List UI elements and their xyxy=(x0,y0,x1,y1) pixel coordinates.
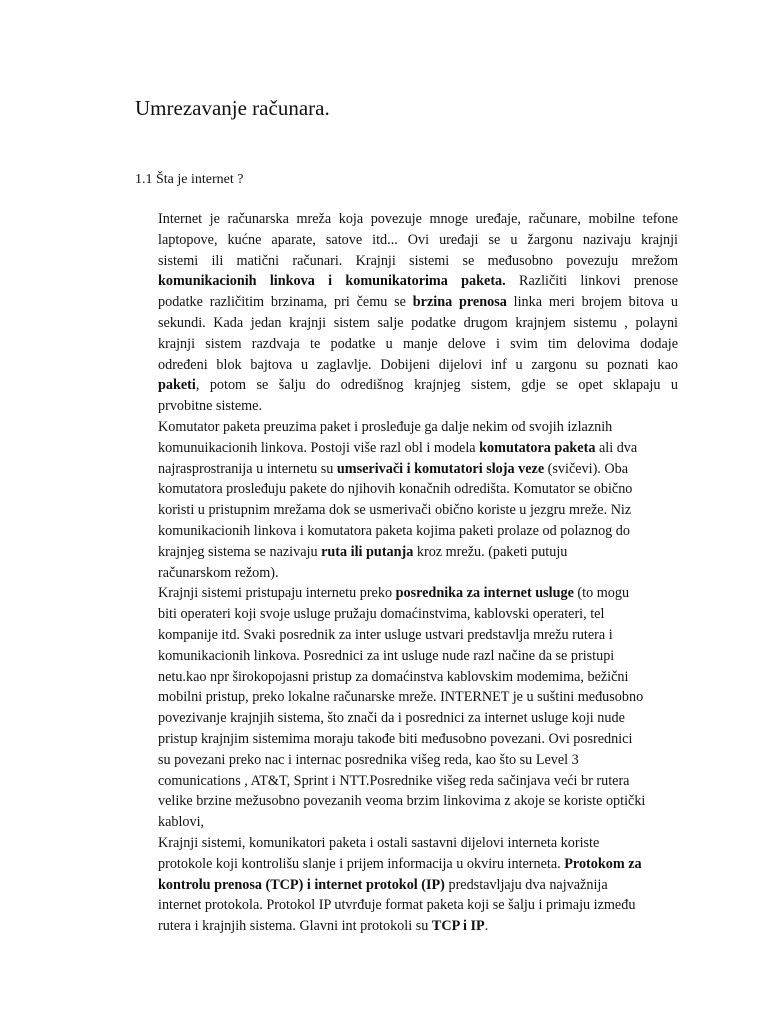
text-run: kroz mrežu. (paketi putuju xyxy=(413,543,568,560)
text-run: sekundi. Kada jedan krajnji sistem salje podatke drugom krajnjem sistemu , polayni xyxy=(158,314,678,331)
body-line xyxy=(158,417,678,438)
text-run: računarskom režom). xyxy=(158,564,279,581)
bold-term: komutatora paketa xyxy=(479,439,596,456)
body-line xyxy=(158,729,678,750)
body-line xyxy=(158,521,678,542)
text-run: (svičevi). Oba xyxy=(544,460,629,477)
body-line xyxy=(158,687,678,708)
text-run: , potom se šalju do odredišnog krajnjeg sistem, gdje se opet sklapaju u xyxy=(195,377,678,394)
text-run: su povezani preko nac i internac posrednika višeg reda, kao što su Level 3 xyxy=(158,751,579,768)
body-line xyxy=(158,646,678,667)
text-run: određeni blok bajtova u zaglavlje. Dobijeni dijelovi inf u zargonu su poznati kao xyxy=(158,356,678,373)
text-run: Krajnji sistemi pristupaju internetu preko xyxy=(158,585,396,602)
text-run: predstavljaju dva najvažnija xyxy=(444,876,608,893)
body-line xyxy=(158,438,678,459)
text-run: sistemi ili matični računari. Krajnji sistemi se međusobno povezuju mrežom xyxy=(158,252,678,269)
bold-term: paketi xyxy=(158,377,196,394)
body-line xyxy=(158,895,678,916)
body-line xyxy=(158,916,678,937)
text-run: komunuikacionih linkova. Postoji više razl obl i modela xyxy=(158,439,480,456)
text-run: Različiti linkovi prenose xyxy=(505,273,679,290)
document-title: Umrezavanje računara. xyxy=(135,96,330,120)
body-line xyxy=(158,875,678,896)
body-line xyxy=(158,459,678,480)
bold-term: brzina prenosa xyxy=(412,294,507,311)
text-run: velike brzine mežusobno povezanih veoma brzim linkovima z akoje se koriste optički xyxy=(158,793,646,810)
body-line xyxy=(158,625,678,646)
body-line xyxy=(158,500,678,521)
text-run: komutatora prosleđuju pakete do njihovih konačnih odredišta. Komutator se obično xyxy=(158,481,633,498)
text-run: podatke različitim brzinama, pri čemu se xyxy=(158,294,413,311)
text-run: ali dva xyxy=(595,439,638,456)
body-line xyxy=(158,791,678,812)
body-line xyxy=(158,604,678,625)
bold-term: kontrolu prenosa (TCP) i internet protokol (IP) xyxy=(158,876,445,893)
text-run: comunications , AT&T, Sprint i NTT.Posrednike višeg reda sačinjava veći br rutera xyxy=(158,772,630,789)
body-line xyxy=(158,479,678,500)
bold-term: umserivači i komutatori sloja veze xyxy=(336,460,545,477)
body-line xyxy=(158,292,678,313)
body-text xyxy=(158,209,678,937)
text-run: prvobitne sisteme. xyxy=(158,398,263,415)
body-line xyxy=(158,375,678,396)
text-run: povezivanje krajnjih sistema, što znači da i posrednici za internet usluge koji nude xyxy=(158,710,625,727)
text-run: komunikacionih linkova. Posrednici za int usluge nude razl načine da se pristupi xyxy=(158,647,615,664)
body-line xyxy=(158,708,678,729)
body-line xyxy=(158,667,678,688)
body-line xyxy=(158,251,678,272)
text-run: laptopove, kućne aparate, satove itd... Ovi uređaji se u žargonu nazivaju krajnji xyxy=(158,231,678,248)
text-run: biti operateri koji svoje usluge pružaju domaćinstvima, kablovski operateri, tel xyxy=(158,606,605,623)
text-run: pristup krajnjim sistemima moraju takođe biti međusobno povezani. Ovi posrednici xyxy=(158,730,633,747)
body-line xyxy=(158,334,678,355)
body-line xyxy=(158,583,678,604)
text-run: mobilni pristup, preko lokalne računarske mreže. INTERNET je u suštini međusobno xyxy=(158,689,644,706)
text-run: kompanije itd. Svaki posrednik za inter usluge ustvari predstavlja mrežu rutera i xyxy=(158,626,613,643)
bold-term: TCP i IP xyxy=(431,918,485,935)
body-line xyxy=(158,396,678,417)
bold-term: posrednika za internet usluge xyxy=(395,585,574,602)
section-heading: 1.1 Šta je internet ? xyxy=(135,172,244,187)
text-run: najrasprostranija u internetu su xyxy=(158,460,337,477)
body-line xyxy=(158,833,678,854)
text-run: Internet je računarska mreža koja povezuje mnoge uređaje, računare, mobilne tefone xyxy=(158,211,678,227)
body-line xyxy=(158,355,678,376)
body-line xyxy=(158,854,678,875)
text-run: internet protokola. Protokol IP utvrđuje format paketa koji se šalju i primaju između xyxy=(158,897,636,914)
text-run: linka meri brojem bitova u xyxy=(506,294,679,311)
text-run: kablovi, xyxy=(158,814,205,831)
text-run: krajnji sistem razdvaja te podatke u manje delove i svim tim delovima dodaje xyxy=(158,335,678,352)
text-run: Krajnji sistemi, komunikatori paketa i ostali sastavni dijelovi interneta koriste xyxy=(158,834,600,851)
body-line xyxy=(158,750,678,771)
text-run: rutera i krajnjih sistema. Glavni int protokoli su xyxy=(158,918,432,935)
body-line xyxy=(158,313,678,334)
body-line xyxy=(158,563,678,584)
bold-term: komunikacionih linkova i komunikatorima paketa. xyxy=(158,273,506,290)
text-run: Komutator paketa preuzima paket i prosleđuje ga dalje nekim od svojih izlaznih xyxy=(158,418,613,435)
body-line xyxy=(158,542,678,563)
text-run: krajnjeg sistema se nazivaju xyxy=(158,543,322,560)
body-line xyxy=(158,771,678,792)
body-line xyxy=(158,271,678,292)
text-run: . xyxy=(484,918,489,935)
body-line xyxy=(158,209,678,230)
text-run: netu.kao npr širokopojasni pristup za domaćinstva kablovskim modemima, bežični xyxy=(158,668,629,685)
bold-term: Protokom za xyxy=(564,855,642,872)
bold-term: ruta ili putanja xyxy=(321,543,414,560)
text-run: protokole koji kontrolišu slanje i prijem informacija u okviru interneta. xyxy=(158,855,565,872)
text-run: komunikacionih linkova i komutatora paketa kojima paketi prolaze od polaznog do xyxy=(158,522,630,539)
body-line xyxy=(158,812,678,833)
body-line xyxy=(158,230,678,251)
text-run: (to mogu xyxy=(573,585,630,602)
text-run: koristi u pristupnim mrežama dok se usmerivači obično koriste u jezgru mreže. Niz xyxy=(158,502,632,519)
